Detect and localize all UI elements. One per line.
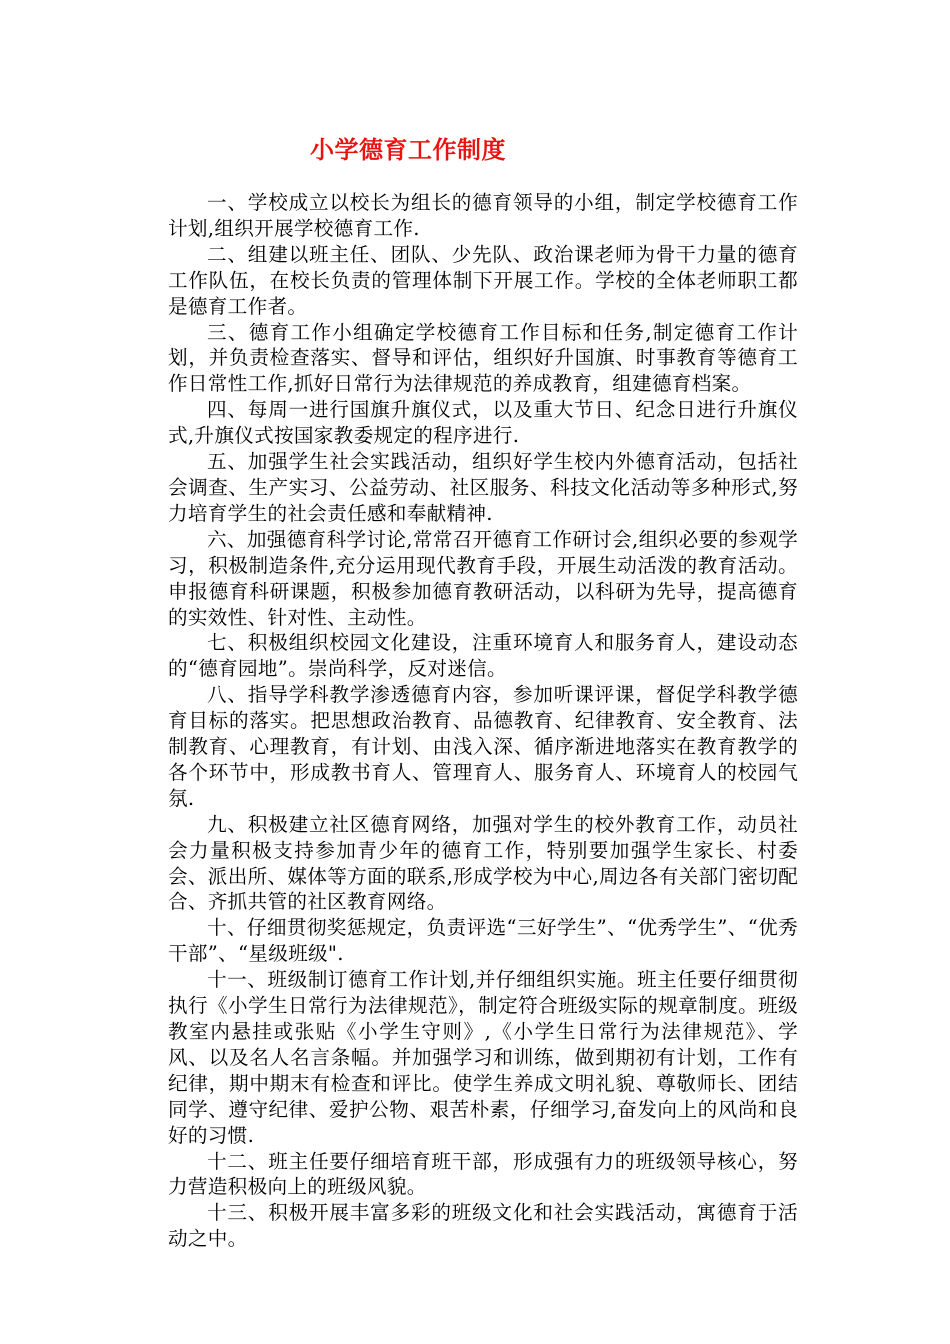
paragraph-11: 十一、班级制订德育工作计划,并仔细组织实施。班主任要仔细贯彻执行《小学生日常行为法律规范》，制定符合班级实际的规章制度。班级教室内悬挂或张贴《小学生守则》,《小学生日常行为法律规范》、学风、以及名人名言条幅。并加强学习和训练，做到期初有计划，工作有纪律，期中期末有检查和评比。使学生养成文明礼貌、尊敬师长、团结同学、遵守纪律、爱护公物、艰苦朴素，仔细学习,奋发向上的风尚和良好的习惯. [168,968,798,1147]
document-title: 小学德育工作制度 [310,135,506,164]
paragraph-4: 四、每周一进行国旗升旗仪式，以及重大节日、纪念日进行升旗仪式,升旗仪式按国家教委规定的程序进行. [168,398,798,448]
paragraph-7: 七、积极组织校园文化建设，注重环境育人和服务育人，建设动态的“德育园地”。崇尚科学，反对迷信。 [168,631,798,681]
paragraph-12: 十二、班主任要仔细培育班干部，形成强有力的班级领导核心，努力营造积极向上的班级风貌。 [168,1149,798,1199]
paragraph-8: 八、指导学科教学渗透德育内容，参加听课评课，督促学科教学德育目标的落实。把思想政治教育、品德教育、纪律教育、安全教育、法制教育、心理教育，有计划、由浅入深、循序渐进地落实在教育教学的各个环节中，形成教书育人、管理育人、服务育人、环境育人的校园气氛. [168,683,798,810]
paragraph-3: 三、德育工作小组确定学校德育工作目标和任务,制定德育工作计划，并负责检查落实、督导和评估，组织好升国旗、时事教育等德育工作日常性工作,抓好日常行为法律规范的养成教育，组建德育档案。 [168,320,798,396]
paragraph-6: 六、加强德育科学讨论,常常召开德育工作研讨会,组织必要的参观学习，积极制造条件,充分运用现代教育手段，开展生动活泼的教育活动。申报德育科研课题，积极参加德育教研活动，以科研为先导，提高德育的实效性、针对性、主动性。 [168,527,798,629]
paragraph-1: 一、学校成立以校长为组长的德育领导的小组，制定学校德育工作计划,组织开展学校德育工作. [168,191,798,240]
document-page [168,132,798,1252]
paragraph-10: 十、仔细贯彻奖惩规定，负责评选“三好学生”、“优秀学生”、“优秀干部”、“星级班级". [168,916,798,966]
paragraph-9: 九、积极建立社区德育网络，加强对学生的校外教育工作，动员社会力量积极支持参加青少年的德育工作，特别要加强学生家长、村委会、派出所、媒体等方面的联系,形成学校为中心,周边各有关部门密切配合、齐抓共管的社区教育网络。 [168,812,798,914]
document-body [168,190,798,1252]
paragraph-5: 五、加强学生社会实践活动，组织好学生校内外德育活动，包括社会调查、生产实习、公益劳动、社区服务、科技文化活动等多种形式,努力培育学生的社会责任感和奉献精神. [168,450,798,525]
paragraph-13: 十三、积极开展丰富多彩的班级文化和社会实践活动，寓德育于活动之中。 [168,1201,798,1251]
paragraph-2: 二、组建以班主任、团队、少先队、政治课老师为骨干力量的德育工作队伍，在校长负责的管理体制下开展工作。学校的全体老师职工都是德育工作者。 [168,242,798,318]
